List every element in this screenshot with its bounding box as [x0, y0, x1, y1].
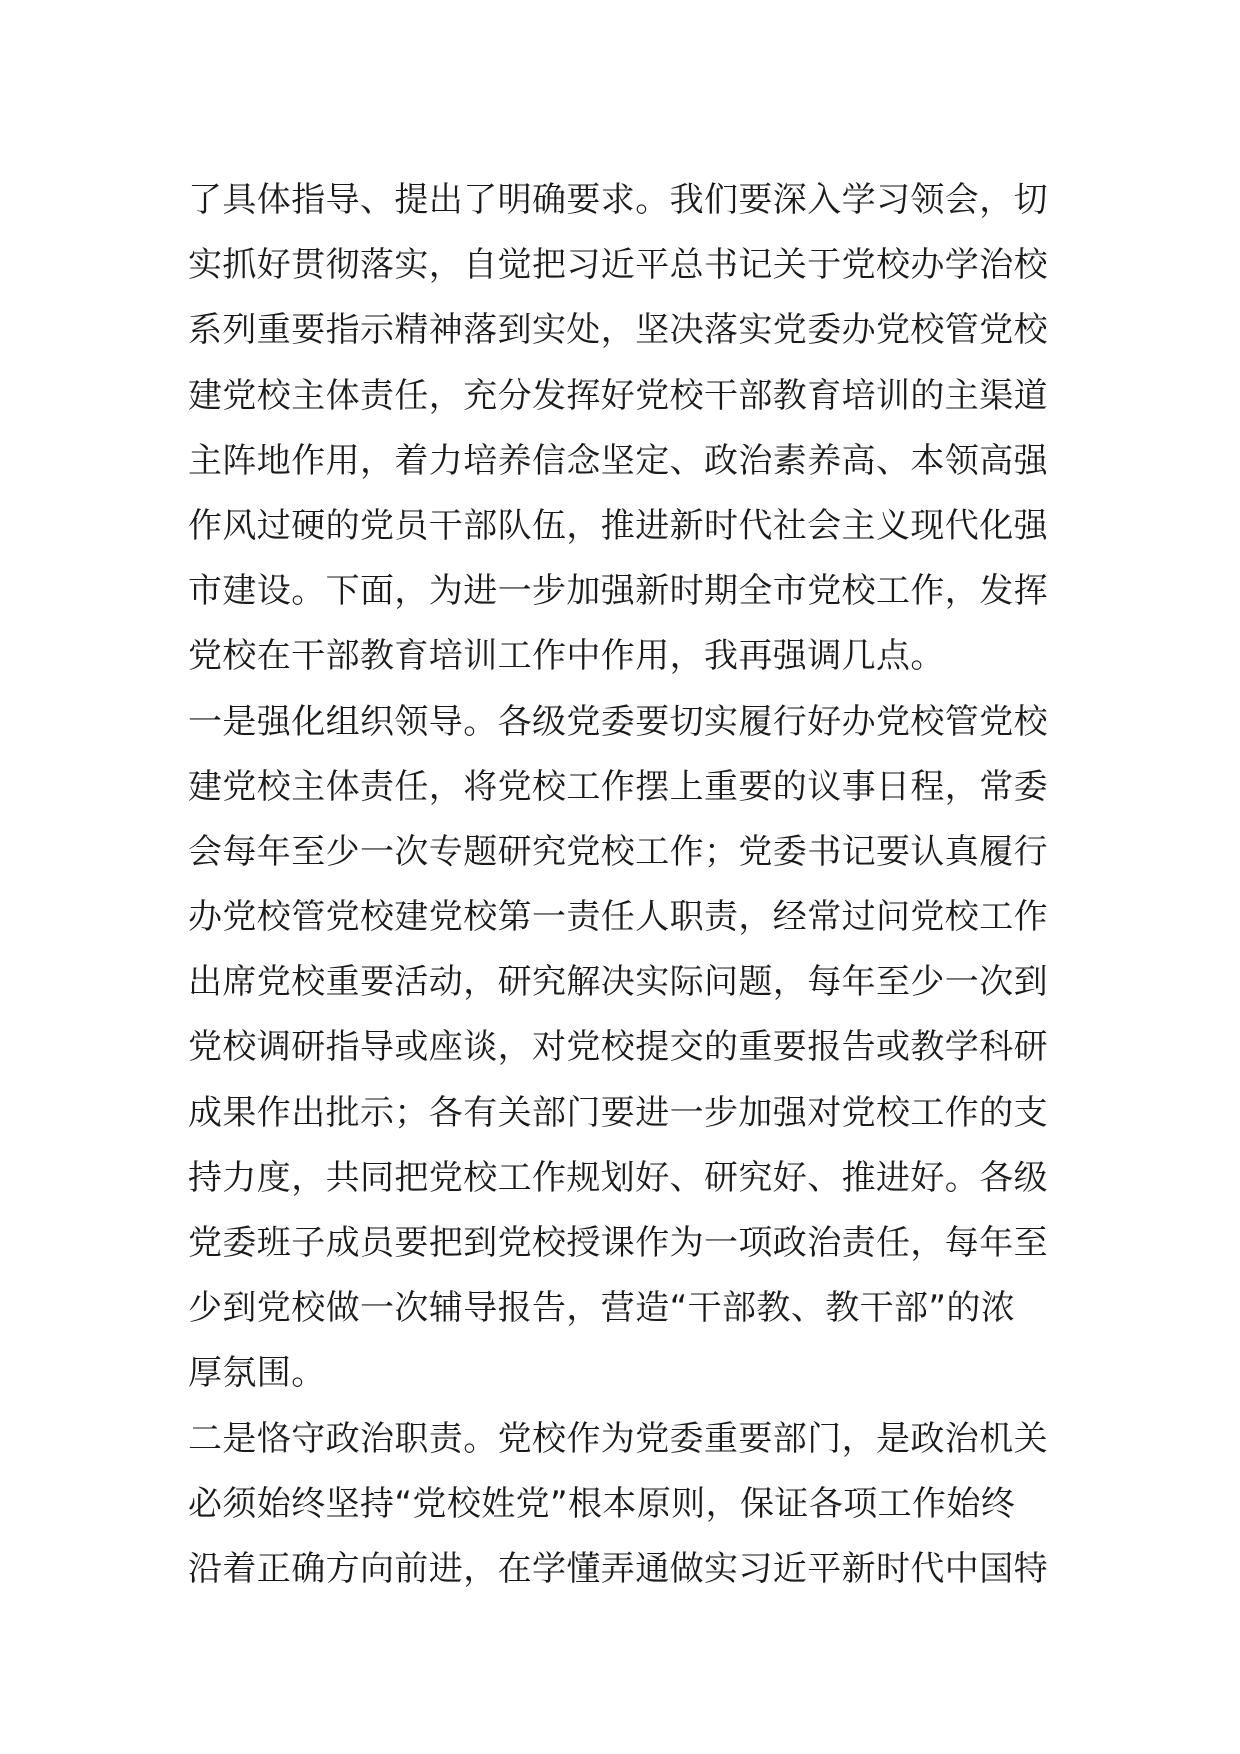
- text-line: 建党校主体责任，将党校工作摆上重要的议事日程，常委: [188, 766, 1048, 807]
- text-line: 沿着正确方向前进，在学懂弄通做实习近平新时代中国特: [188, 1548, 1048, 1589]
- text-line: 成果作出批示；各有关部门要进一步加强对党校工作的支: [188, 1092, 1048, 1133]
- text-line: 办党校管党校建党校第一责任人职责，经常过问党校工作: [188, 897, 1048, 938]
- text-line: 必须始终坚持“党校姓党”根本原则，保证各项工作始终: [188, 1483, 1016, 1524]
- document-body: [188, 168, 1068, 1602]
- text-line: 二是恪守政治职责。党校作为党委重要部门，是政治机关: [188, 1418, 1048, 1459]
- text-line: 党委班子成员要把到党校授课作为一项政治责任，每年至: [188, 1223, 1048, 1263]
- text-line: 会每年至少一次专题研究党校工作；党委书记要认真履行: [188, 831, 1048, 872]
- text-line: 实抓好贯彻落实，自觉把习近平总书记关于党校办学治校: [188, 245, 1048, 286]
- text-line: 党校在干部教育培训工作中作用，我再强调几点。: [188, 636, 945, 677]
- text-line: 作风过硬的党员干部队伍，推进新时代社会主义现代化强: [188, 505, 1048, 546]
- text-line: 市建设。下面，为进一步加强新时期全市党校工作，发挥: [188, 571, 1048, 612]
- text-line: 持力度，共同把党校工作规划好、研究好、推进好。各级: [188, 1157, 1048, 1198]
- text-line: 少到党校做一次辅导报告，营造“干部教、教干部”的浓: [188, 1288, 1016, 1329]
- text-line: 出席党校重要活动，研究解决实际问题，每年至少一次到: [188, 962, 1048, 1003]
- text-line: 厚氛围。: [188, 1353, 326, 1394]
- text-line: 一是强化组织领导。各级党委要切实履行好办党校管党校: [188, 701, 1048, 742]
- text-line: 主阵地作用，着力培养信念坚定、政治素养高、本领高强: [188, 440, 1048, 481]
- text-line: 系列重要指示精神落到实处，坚决落实党委办党校管党校: [188, 310, 1048, 351]
- text-line: 党校调研指导或座谈，对党校提交的重要报告或教学科研: [188, 1027, 1048, 1068]
- text-line: 建党校主体责任，充分发挥好党校干部教育培训的主渠道: [188, 375, 1048, 416]
- text-line: 了具体指导、提出了明确要求。我们要深入学习领会，切: [188, 180, 1048, 220]
